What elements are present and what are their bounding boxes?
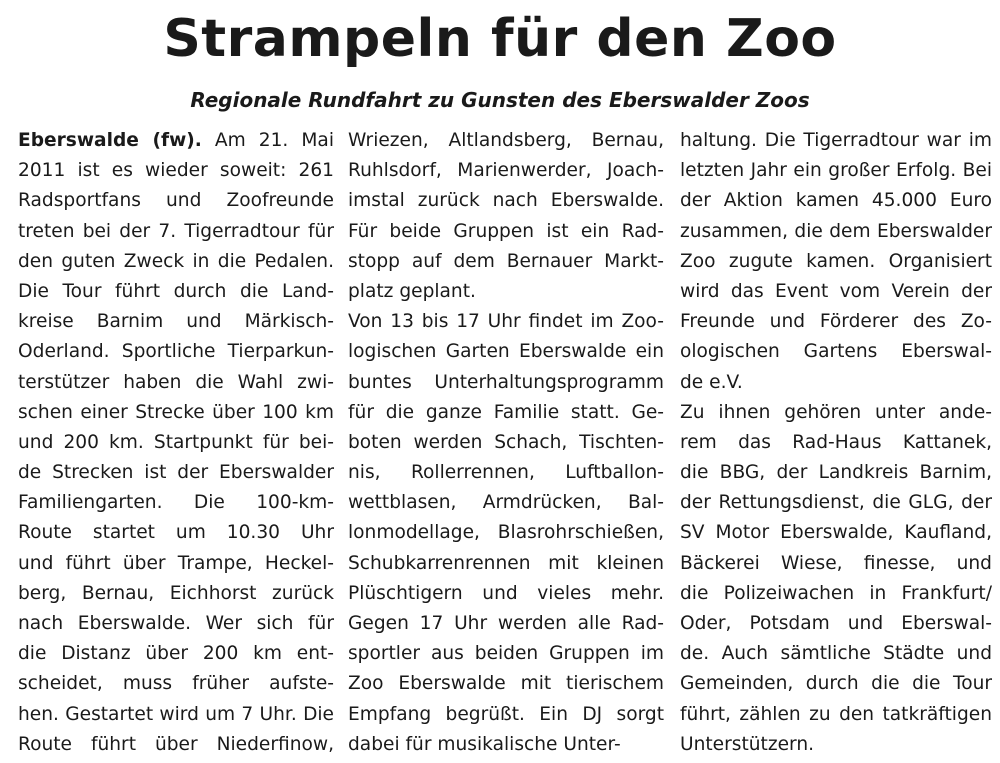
article-text-line: letzten Jahr ein großer Erfolg. Bei	[680, 160, 992, 182]
article-text-line: dabei für musikalische Unter-	[348, 733, 621, 755]
article-text-line: Die Tour führt durch die Land-	[18, 280, 334, 302]
article-text-line: den guten Zweck in die Pedalen.	[18, 250, 334, 272]
article-text-line: ologischen Gartens Eberswal-	[680, 341, 992, 363]
article-text-line: der Aktion kamen 45.000 Euro	[680, 190, 992, 212]
article-text-line: die BBG, der Landkreis Barnim,	[680, 462, 992, 484]
article-text-line: platz geplant.	[348, 280, 476, 302]
article-text-line: lonmodellage, Blasrohrschießen,	[348, 522, 664, 544]
article-text-line: Freunde und Förderer des Zo-	[680, 311, 992, 333]
article-headline: Strampeln für den Zoo	[163, 9, 837, 69]
article-dateline: Eberswalde (fw).	[18, 130, 202, 151]
article-text-line: berg, Bernau, Eichhorst zurück	[18, 582, 334, 604]
article-text-line: Unterstützern.	[680, 733, 815, 755]
article-text-line: für die ganze Familie statt. Ge-	[348, 401, 664, 423]
article-text-line: Schubkarrenrennen mit kleinen	[348, 552, 664, 574]
article-text-line: 2011 ist es wieder soweit: 261	[18, 160, 334, 182]
article-text-line: logischen Garten Eberswalde ein	[348, 341, 664, 363]
article-text-line: hen. Gestartet wird um 7 Uhr. Die	[18, 703, 334, 725]
article-text-line: Empfang begrüßt. Ein DJ sorgt	[348, 703, 664, 725]
article-text-line: Oder, Potsdam und Eberswal-	[680, 613, 992, 634]
article-text-line: schen einer Strecke über 100 km	[18, 401, 334, 423]
article-text-line: Plüschtigern und vieles mehr.	[348, 582, 664, 604]
article-text-line: Oderland. Sportliche Tierparkun-	[18, 341, 334, 363]
article-text-line: stopp auf dem Bernauer Markt-	[348, 250, 664, 272]
article-text-line: Ruhlsdorf, Marienwerder, Joach-	[348, 160, 664, 182]
article-text-line: nach Eberswalde. Wer sich für	[18, 613, 334, 634]
article-text-line: Gegen 17 Uhr werden alle Rad-	[348, 613, 664, 634]
article-text-line: Radsportfans und Zoofreunde	[18, 190, 334, 212]
article-text-line: nis, Rollerrennen, Luftballon-	[348, 462, 664, 484]
article-text-line: terstützer haben die Wahl zwi-	[18, 371, 334, 393]
article-text-line: imstal zurück nach Eberswalde.	[348, 190, 664, 212]
article-text-line: wird das Event vom Verein der	[680, 280, 992, 302]
article-text-line: haltung. Die Tigerradtour war im	[680, 130, 992, 151]
article-text-line: Wriezen, Altlandsberg, Bernau,	[348, 130, 664, 151]
article-text-line: scheidet, muss früher aufste-	[18, 673, 334, 695]
article-text-line: wettblasen, Armdrücken, Bal-	[348, 492, 664, 514]
article-text-line: zusammen, die dem Eberswalder	[680, 220, 992, 242]
article-column-3	[680, 126, 992, 760]
article-text-line: de. Auch sämtliche Städte und	[680, 643, 992, 665]
article-text-line: SV Motor Eberswalde, Kaufland,	[680, 522, 992, 544]
article-text-line: die Distanz über 200 km ent-	[18, 643, 334, 665]
article-text-line: de Strecken ist der Eberswalder	[18, 462, 334, 484]
article-text-line: buntes Unterhaltungsprogramm	[348, 371, 664, 393]
article-text-line: Von 13 bis 17 Uhr findet im Zoo-	[348, 311, 664, 333]
article-text-line: Bäckerei Wiese, finesse, und	[680, 552, 992, 574]
article-text-line: Route startet um 10.30 Uhr	[18, 522, 334, 544]
article-text-line: Zoo zugute kamen. Organisiert	[680, 250, 992, 272]
article-text-line: Für beide Gruppen ist ein Rad-	[348, 220, 664, 242]
article-text-line: die Polizeiwachen in Frankfurt/	[680, 582, 992, 604]
article-text-line: Gemeinden, durch die die Tour	[680, 673, 992, 695]
article-text-line: Route führt über Niederfinow,	[18, 733, 334, 755]
article-text-line: führt, zählen zu den tatkräftigen	[680, 703, 992, 725]
article-text-line: der Rettungsdienst, die GLG, der	[680, 492, 992, 514]
article-text-line: kreise Barnim und Märkisch-	[18, 311, 334, 333]
article-text-line: sportler aus beiden Gruppen im	[348, 643, 664, 665]
article-subheadline: Regionale Rundfahrt zu Gunsten des Eberswalder Zoos	[190, 88, 810, 112]
article-text-line: Zu ihnen gehören unter ande-	[680, 401, 992, 423]
article-text-line: boten werden Schach, Tischten-	[348, 431, 664, 453]
article-text-line: rem das Rad-Haus Kattanek,	[680, 431, 992, 453]
article-text-line: und 200 km. Startpunkt für bei-	[18, 431, 334, 453]
article-column-1	[18, 126, 334, 760]
article-text-line: treten bei der 7. Tigerradtour für	[18, 220, 334, 242]
article-text-line: Familiengarten. Die 100-km-	[18, 492, 334, 514]
article-text-fragment: Am 21. Mai	[201, 130, 334, 151]
article-text-line: Zoo Eberswalde mit tierischem	[348, 673, 664, 695]
article-text-line: und führt über Trampe, Heckel-	[18, 552, 334, 574]
article-text-line	[18, 126, 334, 156]
article-column-2	[348, 126, 664, 760]
article-text-line: de e.V.	[680, 371, 743, 393]
